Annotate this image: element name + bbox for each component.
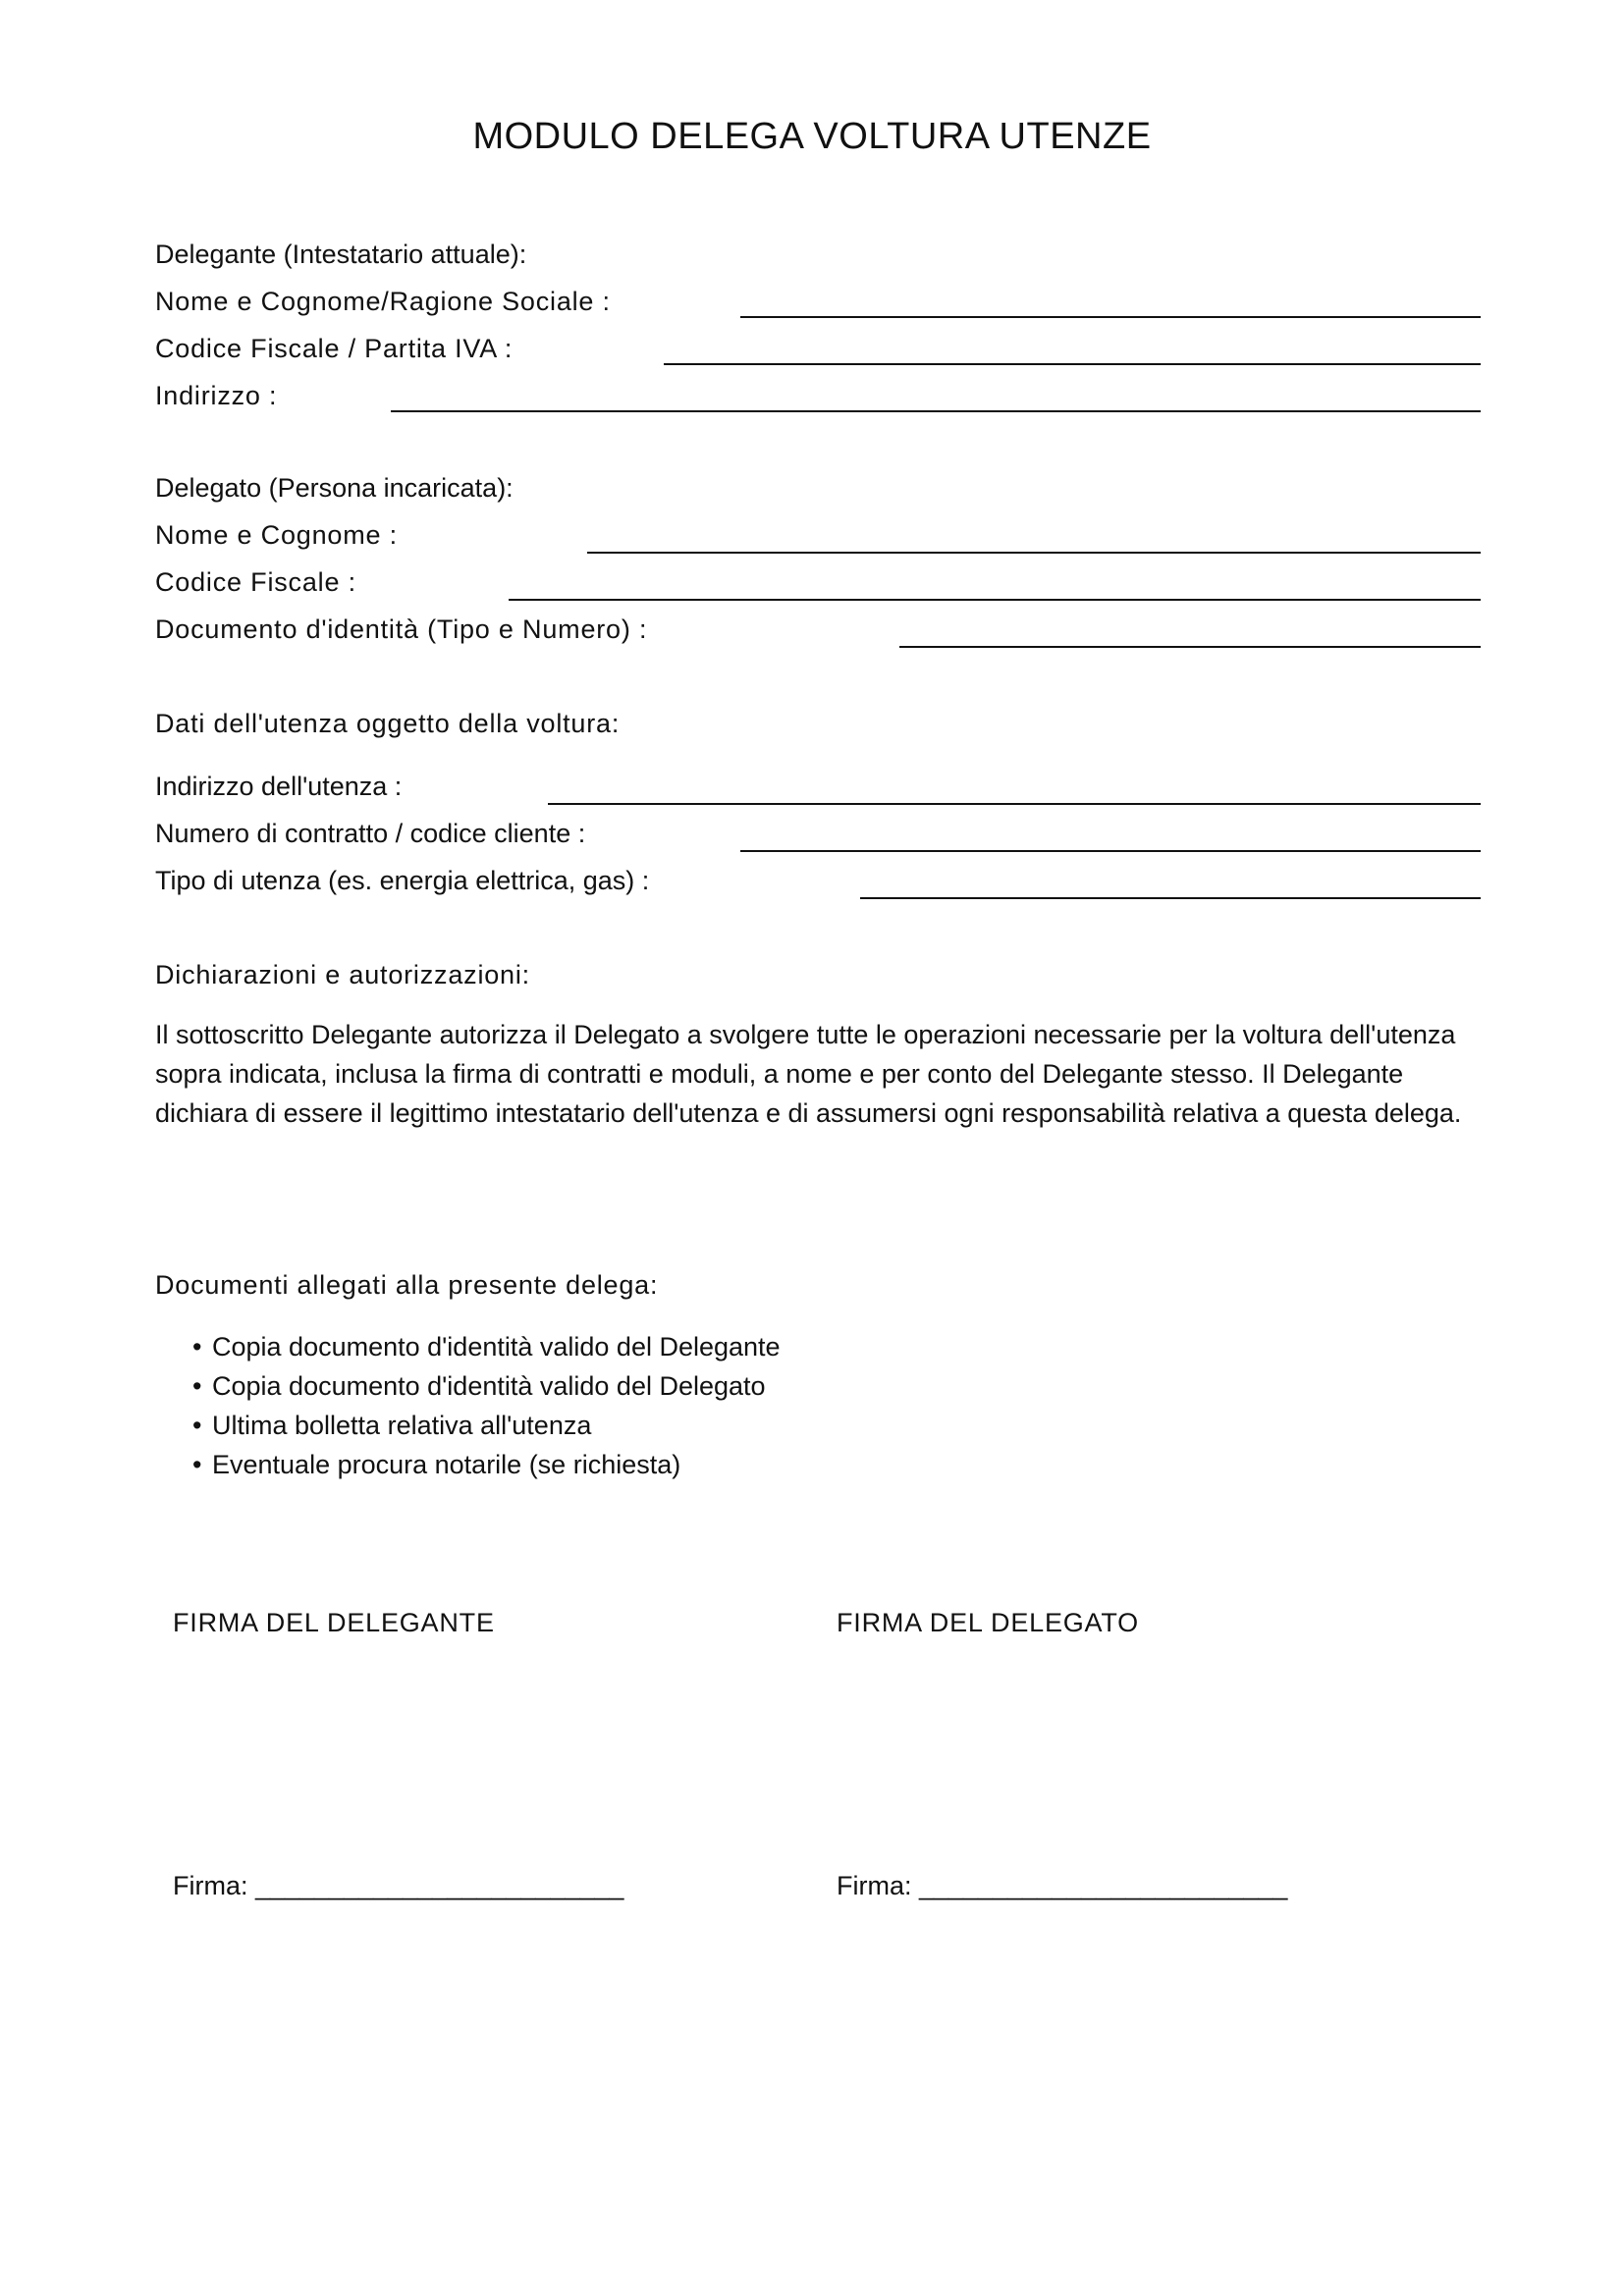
delegato-doc-field[interactable] [899,646,1481,648]
delegante-signature-field[interactable]: Firma: _________________________ [173,1871,624,1900]
delegato-cf-label: Codice Fiscale : [155,567,356,597]
bullet-icon: • [192,1332,202,1362]
utenza-type-label: Tipo di utenza (es. energia elettrica, gas) : [155,866,650,895]
list-item [192,1406,781,1445]
delegato-heading: Delegato (Persona incaricata): [155,473,514,503]
list-item-text: Copia documento d'identità valido del Delegante [212,1332,781,1362]
bullet-icon: • [192,1371,202,1401]
list-item [192,1327,781,1366]
delegato-name-field[interactable] [587,552,1481,554]
utenza-contract-label: Numero di contratto / codice cliente : [155,819,586,848]
delegante-cf-label: Codice Fiscale / Partita IVA : [155,334,514,363]
delegato-signature-field[interactable]: Firma: _________________________ [837,1871,1288,1900]
utenza-address-label: Indirizzo dell'utenza : [155,772,403,801]
delegante-name-field[interactable] [740,316,1481,318]
delegato-signature-heading: FIRMA DEL DELEGATO [837,1608,1139,1637]
delegato-cf-field[interactable] [509,599,1481,601]
utenza-heading: Dati dell'utenza oggetto della voltura: [155,709,621,738]
document-title: MODULO DELEGA VOLTURA UTENZE [472,116,1152,157]
delegante-name-label: Nome e Cognome/Ragione Sociale : [155,287,611,316]
dichiarazioni-heading: Dichiarazioni e autorizzazioni: [155,960,530,989]
list-item-text: Ultima bolletta relativa all'utenza [212,1411,592,1440]
delegante-signature-heading: FIRMA DEL DELEGANTE [173,1608,495,1637]
delegante-cf-field[interactable] [664,363,1481,365]
allegati-heading: Documenti allegati alla presente delega: [155,1270,659,1300]
bullet-icon: • [192,1450,202,1479]
utenza-contract-field[interactable] [740,850,1481,852]
dichiarazioni-text: Il sottoscritto Delegante autorizza il Delegato a svolgere tutte le operazioni necessarie per la voltura dell'utenza sopra indicata, inclusa la firma di contratti e moduli, a nome e per conto del Delegante stesso. Il Delegante dichiara di essere il legittimo intestatario dell'utenza e di assumersi ogni responsabilità relativa a questa delega. [155,1020,1462,1128]
delegante-heading: Delegante (Intestatario attuale): [155,240,527,269]
list-item-text: Eventuale procura notarile (se richiesta) [212,1450,681,1479]
list-item [192,1366,781,1406]
list-item [192,1445,781,1484]
delegato-name-label: Nome e Cognome : [155,520,398,550]
list-item-text: Copia documento d'identità valido del Delegato [212,1371,766,1401]
delegante-address-label: Indirizzo : [155,381,278,410]
delegato-doc-label: Documento d'identità (Tipo e Numero) : [155,614,648,644]
utenza-type-field[interactable] [860,897,1481,899]
allegati-list [192,1327,781,1484]
bullet-icon: • [192,1411,202,1440]
utenza-address-field[interactable] [548,803,1481,805]
delegante-address-field[interactable] [391,410,1481,412]
